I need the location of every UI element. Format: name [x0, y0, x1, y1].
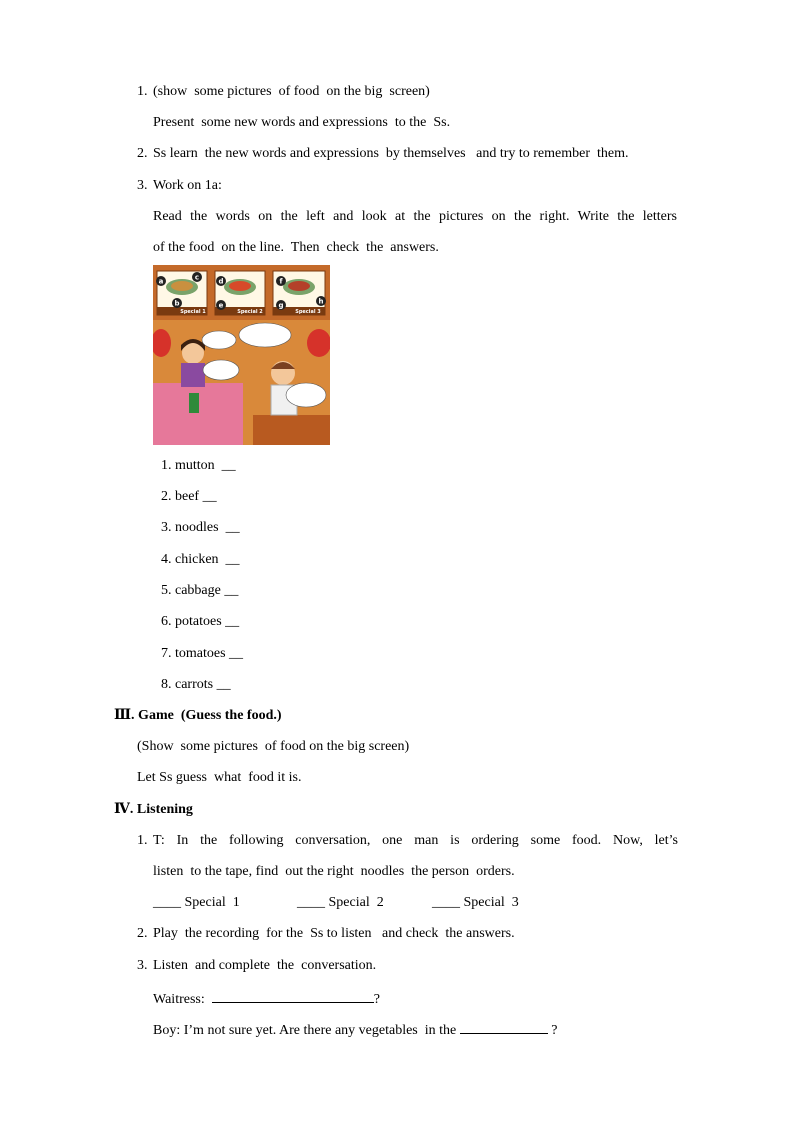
item-number: 3. — [137, 958, 148, 973]
label-e: e — [218, 301, 224, 310]
item-text: Play the recording for the Ss to listen and check the answers. — [153, 926, 515, 941]
option-special-2: ____ Special 2 — [297, 895, 384, 910]
section-text: Let Ss guess what food it is. — [137, 770, 302, 785]
section-heading: Ⅲ. Game (Guess the food.) — [114, 708, 282, 723]
word-item: 7. tomatoes __ — [161, 646, 244, 661]
option-special-1: ____ Special 1 — [153, 895, 240, 910]
item-text: Ss learn the new words and expressions by themselves and try to remember them. — [153, 146, 629, 161]
special-label: Special 2 — [237, 309, 263, 315]
item-number: 1. — [137, 84, 148, 99]
answer-blank[interactable] — [212, 988, 374, 1003]
item-number: 2. — [137, 926, 148, 941]
item-subtext: Present some new words and expressions to the Ss. — [153, 115, 451, 130]
label-b: b — [174, 299, 180, 308]
word-item: 4. chicken __ — [161, 552, 240, 567]
option-special-3: ____ Special 3 — [432, 895, 519, 910]
section-text: (Show some pictures of food on the big screen) — [137, 739, 410, 754]
instruction-line: of the food on the line. Then check the answers. — [153, 240, 439, 255]
item-number: 2. — [137, 146, 148, 161]
word-item: 1. mutton __ — [161, 458, 236, 473]
item-text: (show some pictures of food on the big screen) — [153, 84, 430, 99]
label-h: h — [318, 297, 324, 306]
item-text: Listen and complete the conversation. — [153, 958, 377, 973]
special-label: Special 3 — [295, 309, 321, 315]
label-d: d — [218, 277, 224, 286]
label-f: f — [279, 277, 283, 286]
word-item: 6. potatoes __ — [161, 614, 240, 629]
label-g: g — [278, 301, 284, 310]
label-c: c — [194, 273, 200, 282]
item-text: listen to the tape, find out the right noodles the person orders. — [153, 864, 515, 879]
special-label: Special 1 — [180, 309, 206, 315]
word-item: 8. carrots __ — [161, 677, 231, 692]
dialogue-line-boy: Boy: I’m not sure yet. Are there any vegetables in the ? — [153, 1019, 557, 1040]
dialogue-line-waitress: Waitress: ? — [153, 988, 380, 1009]
restaurant-illustration — [153, 265, 330, 445]
item-text: Work on 1a: — [153, 178, 222, 193]
item-number: 1. — [137, 833, 148, 848]
item-number: 3. — [137, 178, 148, 193]
word-item: 3. noodles __ — [161, 520, 240, 535]
word-item: 5. cabbage __ — [161, 583, 239, 598]
section-heading: Ⅳ. Listening — [114, 802, 193, 817]
label-a: a — [158, 277, 164, 286]
item-text: T: In the following conversation, one man is ordering some food. Now, let’s — [153, 833, 678, 848]
answer-blank[interactable] — [460, 1019, 548, 1034]
word-item: 2. beef __ — [161, 489, 217, 504]
instruction-line: Read the words on the left and look at the pictures on the right. Write the letters — [153, 209, 677, 224]
